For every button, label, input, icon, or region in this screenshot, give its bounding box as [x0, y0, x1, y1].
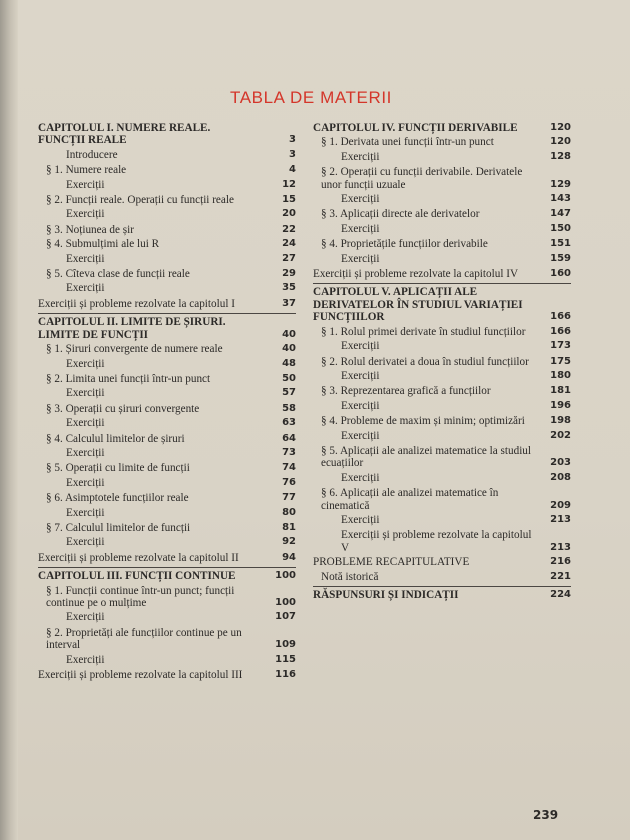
toc-entry[interactable] [313, 193, 571, 205]
toc-entry-page: 147 [550, 208, 571, 220]
toc-entry[interactable] [38, 358, 296, 370]
toc-entry-page: 160 [550, 268, 571, 280]
toc-entry-page: 115 [275, 653, 296, 665]
toc-right-column [313, 122, 571, 603]
toc-entry[interactable] [313, 556, 571, 568]
toc-entry-title: § 5. Operații cu limite de funcții [46, 462, 190, 475]
page-number: 239 [533, 808, 559, 822]
toc-entry-page: 166 [550, 325, 571, 337]
chapter-divider [313, 586, 571, 587]
toc-entry-page: 221 [550, 570, 571, 582]
toc-entry-title: Exerciții [341, 513, 380, 526]
toc-entry[interactable] [38, 268, 296, 280]
toc-entry[interactable] [38, 627, 296, 652]
toc-entry-page: 48 [282, 357, 296, 369]
toc-entry-page: 203 [550, 457, 571, 469]
toc-entry-page: 150 [550, 222, 571, 234]
toc-entry-page: 213 [550, 541, 571, 553]
toc-entry-page: 64 [282, 432, 296, 444]
toc-entry-title: Exerciții [66, 417, 105, 430]
chapter-divider [38, 567, 296, 568]
toc-entry-page: 29 [282, 268, 296, 280]
toc-entry[interactable] [38, 253, 296, 265]
toc-entry-page: 81 [282, 521, 296, 533]
toc-entry-title: Exerciții [341, 193, 380, 206]
toc-entry-title: § 4. Proprietățile funcțiilor derivabile [321, 238, 488, 251]
toc-entry[interactable] [313, 136, 571, 148]
toc-entry-title: § 1. Funcții continue într-un punct; funcții continue pe o mulțime [46, 584, 235, 609]
toc-entry-title: § 7. Calculul limitelor de funcții [46, 521, 191, 534]
toc-entry-title: Exerciții [66, 387, 105, 400]
toc-entry-page: 209 [550, 499, 571, 511]
toc-entry[interactable] [313, 208, 571, 220]
toc-entry-title: Exerciții [341, 429, 380, 442]
toc-entry[interactable] [38, 224, 296, 236]
toc-entry[interactable] [313, 122, 571, 134]
toc-entry-title: § 6. Asimptotele funcțiilor reale [46, 492, 189, 505]
toc-entry[interactable] [38, 316, 296, 341]
toc-entry[interactable] [38, 179, 296, 191]
toc-entry-page: 92 [282, 536, 296, 548]
toc-entry-title: § 2. Operații cu funcții derivabile. Derivatele unor funcții uzuale [321, 166, 523, 191]
toc-entry[interactable] [313, 253, 571, 265]
chapter-divider [38, 313, 296, 314]
toc-entry[interactable] [38, 343, 296, 355]
toc-entry[interactable] [38, 611, 296, 623]
toc-entry[interactable] [38, 282, 296, 294]
toc-entry[interactable] [38, 433, 296, 445]
toc-entry-title: CAPITOLUL I. NUMERE REALE. FUNCȚII REALE [38, 122, 211, 147]
toc-entry-title: Exerciții și probleme rezolvate la capitolul II [38, 551, 239, 564]
toc-entry[interactable] [313, 571, 571, 583]
toc-entry[interactable] [38, 387, 296, 399]
toc-entry-title: Exerciții [341, 369, 380, 382]
toc-entry[interactable] [313, 385, 571, 397]
toc-entry-page: 120 [550, 122, 571, 133]
toc-entry-page: 35 [282, 282, 296, 294]
toc-entry[interactable] [38, 654, 296, 666]
toc-entry[interactable] [313, 370, 571, 382]
toc-entry-title: Exerciții [66, 536, 105, 549]
toc-entry[interactable] [313, 268, 571, 280]
toc-entry[interactable] [313, 326, 571, 338]
toc-entry[interactable] [38, 447, 296, 459]
toc-entry-title: Exerciții și probleme rezolvate la capitolul IV [313, 268, 519, 281]
toc-entry-title: RĂSPUNSURI ȘI INDICAȚII [313, 589, 459, 601]
toc-entry-title: § 2. Funcții reale. Operații cu funcții reale [46, 194, 234, 207]
toc-entry-title: § 2. Limita unei funcții într-un punct [46, 372, 211, 385]
toc-entry-page: 80 [282, 506, 296, 518]
toc-entry-page: 15 [282, 194, 296, 206]
toc-entry-title: Exerciții [341, 471, 380, 484]
toc-entry-title: Exerciții [66, 252, 105, 265]
toc-entry-page: 3 [289, 134, 296, 146]
toc-entry[interactable] [38, 403, 296, 415]
toc-entry-title: § 1. Numere reale [46, 164, 127, 177]
toc-entry[interactable] [38, 373, 296, 385]
toc-entry-title: § 3. Reprezentarea grafică a funcțiilor [321, 385, 491, 398]
toc-entry-title: § 6. Aplicații ale analizei matematice în cinematică [321, 487, 499, 512]
toc-entry-page: 3 [289, 148, 296, 160]
toc-entry-title: Exerciții [66, 446, 105, 459]
toc-entry-page: 120 [550, 136, 571, 148]
toc-entry[interactable] [313, 472, 571, 484]
toc-entry[interactable] [38, 164, 296, 176]
toc-entry-title: Exerciții și probleme rezolvate la capitolul III [38, 669, 243, 682]
toc-entry[interactable] [313, 356, 571, 368]
toc-entry-title: CAPITOLUL IV. FUNCȚII DERIVABILE [313, 122, 518, 134]
toc-entry-title: § 5. Aplicații ale analizei matematice la studiul ecuațiilor [321, 444, 531, 470]
toc-entry-title: Exerciții [66, 506, 105, 519]
toc-entry[interactable] [38, 122, 296, 147]
toc-entry-title: Exerciții [66, 178, 105, 191]
toc-entry-title: CAPITOLUL V. APLICAȚII ALE DERIVATELOR ÎN STUDIUL VARIAȚIEI FUNCȚIILOR [313, 286, 523, 324]
toc-entry-title: CAPITOLUL III. FUNCȚII CONTINUE [38, 570, 236, 583]
toc-entry[interactable] [38, 536, 296, 548]
toc-entry-page: 180 [550, 369, 571, 381]
toc-entry-page: 63 [282, 417, 296, 429]
toc-entry-page: 159 [550, 252, 571, 264]
toc-entry-title: Exerciții și probleme rezolvate la capitolul V [341, 529, 532, 554]
toc-entry-page: 216 [550, 556, 571, 568]
toc-entry-page: 4 [289, 164, 296, 176]
toc-entry-page: 57 [282, 387, 296, 399]
toc-entry[interactable] [313, 514, 571, 526]
toc-entry[interactable] [38, 149, 296, 161]
page-title: TABLA DE MATERII [230, 88, 393, 107]
toc-entry-title: Exerciții [341, 340, 380, 353]
toc-entry[interactable] [38, 417, 296, 429]
toc-entry-title: Exerciții [66, 653, 105, 666]
toc-entry-page: 109 [275, 639, 296, 651]
toc-entry[interactable] [38, 194, 296, 206]
toc-entry-title: Exerciții [341, 150, 380, 163]
toc-entry-title: § 5. Cîteva clase de funcții reale [46, 268, 190, 281]
toc-entry[interactable] [38, 669, 296, 681]
book-binding [0, 0, 18, 840]
toc-entry-page: 196 [550, 399, 571, 411]
toc-entry[interactable] [38, 477, 296, 489]
toc-entry[interactable] [38, 570, 296, 582]
toc-entry-page: 224 [550, 589, 571, 600]
toc-entry-title: CAPITOLUL II. LIMITE DE ȘIRURI. LIMITE DE FUNCȚII [38, 316, 226, 341]
toc-entry[interactable] [313, 430, 571, 442]
toc-entry[interactable] [38, 492, 296, 504]
toc-entry-title: § 1. Rolul primei derivate în studiul funcțiilor [321, 325, 526, 338]
toc-entry-page: 74 [282, 462, 296, 474]
toc-entry[interactable] [38, 208, 296, 220]
toc-entry[interactable] [38, 585, 296, 610]
toc-entry-page: 12 [282, 178, 296, 190]
toc-entry-page: 175 [550, 355, 571, 367]
toc-entry-page: 76 [282, 476, 296, 488]
toc-entry-title: Exerciții [66, 357, 105, 370]
toc-entry[interactable] [38, 507, 296, 519]
toc-entry-page: 181 [550, 385, 571, 397]
toc-entry-page: 73 [282, 446, 296, 458]
toc-entry-title: Exerciții [66, 208, 105, 221]
toc-entry-page: 116 [275, 669, 296, 681]
toc-entry-title: § 1. Derivata unei funcții într-un punct [321, 136, 494, 149]
toc-entry[interactable] [313, 166, 571, 191]
toc-entry-page: 107 [275, 611, 296, 623]
toc-entry-title: Exerciții [66, 611, 105, 624]
toc-entry[interactable] [313, 445, 571, 470]
toc-entry-page: 58 [282, 402, 296, 414]
toc-entry-title: § 4. Submulțimi ale lui R [46, 238, 160, 251]
toc-entry-page: 129 [550, 178, 571, 190]
toc-entry[interactable] [38, 462, 296, 474]
toc-entry-title: § 1. Șiruri convergente de numere reale [46, 343, 223, 356]
toc-entry[interactable] [313, 340, 571, 352]
toc-entry-page: 20 [282, 208, 296, 220]
toc-entry-title: Exerciții [341, 252, 380, 265]
toc-entry-title: Exerciții [66, 476, 105, 489]
toc-left-column [38, 122, 296, 683]
toc-entry-page: 40 [282, 328, 296, 340]
toc-entry-page: 143 [550, 193, 571, 205]
toc-entry-title: Exerciții [341, 222, 380, 235]
toc-entry[interactable] [313, 238, 571, 250]
toc-entry-page: 208 [550, 471, 571, 483]
toc-entry-page: 128 [550, 150, 571, 162]
chapter-divider [313, 283, 571, 284]
toc-entry[interactable] [38, 298, 296, 310]
toc-entry-title: § 3. Aplicații directe ale derivatelor [321, 208, 480, 221]
toc-entry-page: 77 [282, 492, 296, 504]
toc-entry-page: 166 [550, 311, 571, 323]
toc-entry-page: 151 [550, 238, 571, 250]
toc-entry-page: 37 [282, 297, 296, 309]
toc-entry[interactable] [38, 522, 296, 534]
toc-entry[interactable] [313, 487, 571, 512]
toc-entry-title: Notă istorică [321, 570, 379, 583]
toc-entry-title: § 4. Probleme de maxim și minim; optimizări [321, 415, 525, 428]
toc-entry-title: Exerciții și probleme rezolvate la capitolul I [38, 297, 235, 310]
toc-entry[interactable] [38, 238, 296, 250]
toc-entry[interactable] [313, 400, 571, 412]
toc-entry-title: § 2. Rolul derivatei a doua în studiul funcțiilor [321, 355, 529, 368]
toc-entry-page: 202 [550, 429, 571, 441]
toc-entry-page: 27 [282, 252, 296, 264]
toc-entry[interactable] [313, 286, 571, 323]
toc-entry-title: § 2. Proprietăți ale funcțiilor continue pe un interval [46, 626, 242, 652]
toc-entry[interactable] [38, 552, 296, 564]
toc-entry[interactable] [313, 529, 571, 554]
toc-entry-page: 198 [550, 415, 571, 427]
toc-entry[interactable] [313, 415, 571, 427]
toc-entry-title: PROBLEME RECAPITULATIVE [313, 556, 470, 569]
toc-entry-page: 94 [282, 551, 296, 563]
toc-entry-title: § 4. Calculul limitelor de șiruri [46, 432, 185, 445]
toc-entry-title: Exerciții [341, 399, 380, 412]
toc-entry-page: 100 [275, 597, 296, 608]
toc-entry-title: § 3. Operații cu șiruri convergente [46, 402, 200, 415]
toc-entry-page: 24 [282, 238, 296, 250]
toc-entry[interactable] [313, 151, 571, 163]
toc-entry-page: 173 [550, 340, 571, 352]
toc-entry[interactable] [313, 589, 571, 601]
toc-entry-title: Exerciții [66, 282, 105, 295]
toc-entry[interactable] [313, 223, 571, 235]
toc-entry-page: 50 [282, 372, 296, 384]
toc-entry-title: Introducere [66, 148, 118, 161]
toc-entry-page: 22 [282, 223, 296, 235]
toc-entry-title: § 3. Noțiunea de șir [46, 223, 134, 236]
toc-entry-page: 40 [282, 343, 296, 355]
toc-entry-page: 213 [550, 513, 571, 525]
toc-entry-page: 100 [275, 570, 296, 582]
